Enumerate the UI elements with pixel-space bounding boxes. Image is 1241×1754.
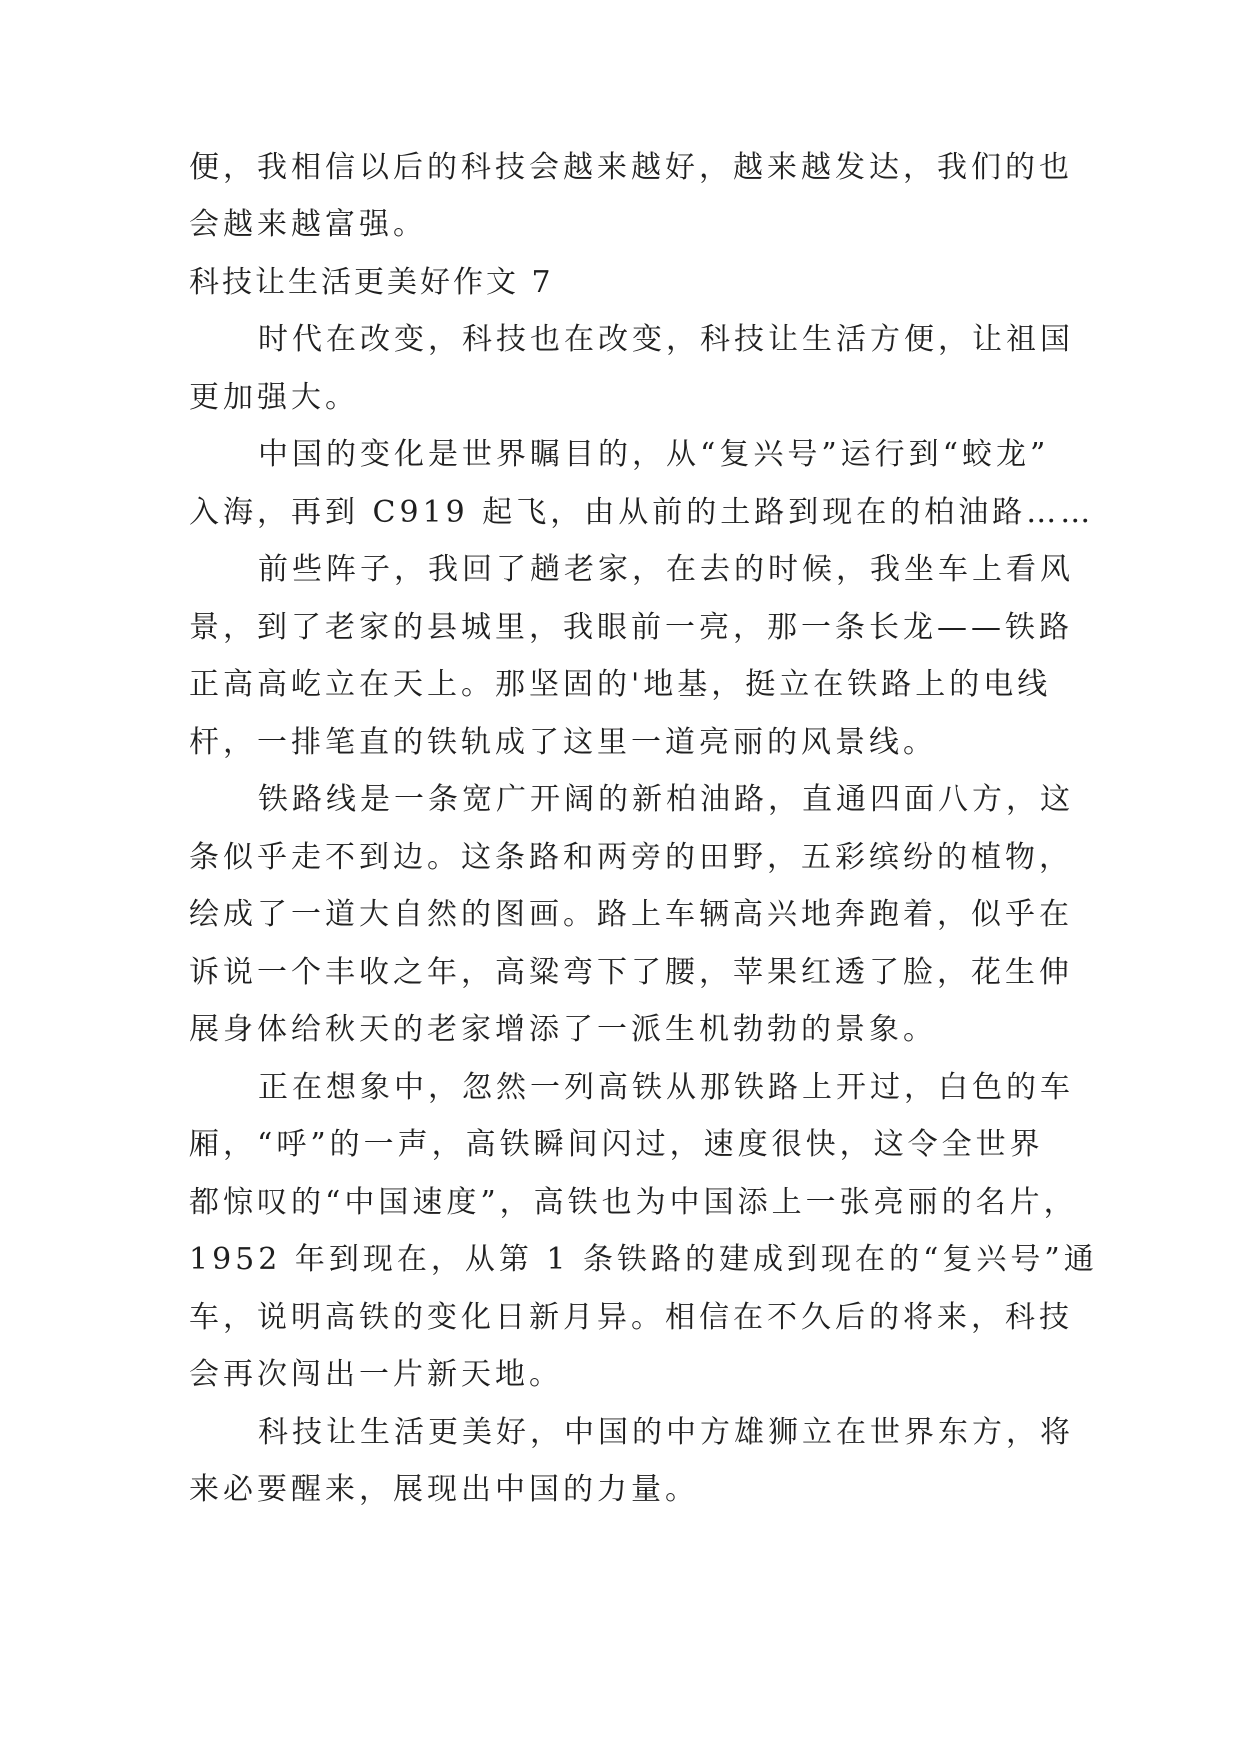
body-text-line: 景，到了老家的县城里，我眼前一亮，那一条长龙——铁路: [189, 610, 1073, 645]
body-text-line: 时代在改变，科技也在改变，科技让生活方便，让祖国: [258, 322, 1074, 357]
body-text-line: 中国的变化是世界瞩目的，从“复兴号”运行到“蛟龙”: [258, 437, 1050, 472]
body-text-line: 绘成了一道大自然的图画。路上车辆高兴地奔跑着，似乎在: [189, 897, 1073, 932]
body-text-line: 更加强大。: [189, 380, 359, 415]
body-text-line: 杆，一排笔直的铁轨成了这里一道亮丽的风景线。: [189, 725, 937, 760]
body-text-line: 会再次闯出一片新天地。: [189, 1357, 563, 1392]
body-text-line: 会越来越富强。: [189, 207, 427, 242]
body-text-line: 前些阵子，我回了趟老家，在去的时候，我坐车上看风: [258, 552, 1074, 587]
body-text-line: 条似乎走不到边。这条路和两旁的田野，五彩缤纷的植物，: [189, 840, 1073, 875]
body-text-line: 车，说明高铁的变化日新月异。相信在不久后的将来，科技: [189, 1300, 1073, 1335]
section-title: 科技让生活更美好作文 7: [189, 265, 554, 300]
body-text-line: 展身体给秋天的老家增添了一派生机勃勃的景象。: [189, 1012, 937, 1047]
body-text-line: 正高高屹立在天上。那坚固的'地基，挺立在铁路上的电线: [189, 667, 1052, 702]
body-text-line: 来必要醒来，展现出中国的力量。: [189, 1472, 699, 1507]
body-text-line: 便，我相信以后的科技会越来越好，越来越发达，我们的也: [189, 150, 1073, 185]
body-text-line: 入海，再到 C919 起飞，由从前的土路到现在的柏油路……: [189, 495, 1095, 530]
body-text-line: 正在想象中，忽然一列高铁从那铁路上开过，白色的车: [258, 1070, 1074, 1105]
body-text-line: 科技让生活更美好，中国的中方雄狮立在世界东方，将: [258, 1415, 1074, 1450]
body-text-line: 厢，“呼”的一声，高铁瞬间闪过，速度很快，这令全世界: [189, 1127, 1044, 1162]
body-text-line: 1952 年到现在，从第 1 条铁路的建成到现在的“复兴号”通: [189, 1242, 1098, 1277]
body-text-line: 诉说一个丰收之年，高粱弯下了腰，苹果红透了脸，花生伸: [189, 955, 1073, 990]
body-text-line: 铁路线是一条宽广开阔的新柏油路，直通四面八方，这: [258, 782, 1074, 817]
body-text-line: 都惊叹的“中国速度”，高铁也为中国添上一张亮丽的名片，: [189, 1185, 1078, 1220]
